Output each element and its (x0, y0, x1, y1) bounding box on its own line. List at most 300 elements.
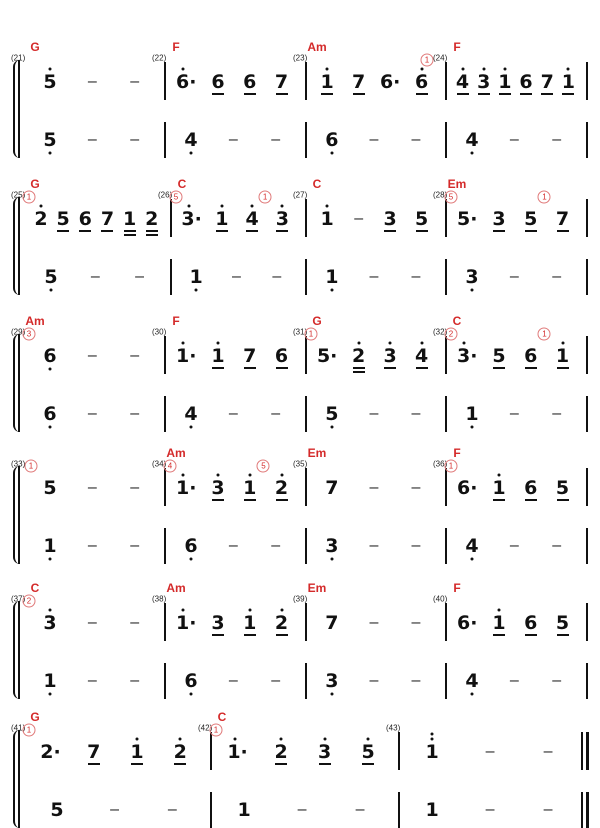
note: 1 (325, 266, 339, 288)
beam (493, 499, 505, 501)
note: 4 (415, 345, 429, 367)
note: 5 (415, 208, 429, 230)
note: 3 (325, 670, 339, 692)
note: 7 (243, 345, 257, 367)
barline (164, 122, 166, 158)
hold-dash: – (228, 672, 238, 689)
beam (493, 634, 505, 636)
beam (244, 367, 256, 369)
beam (216, 230, 228, 232)
chord-label: Em (307, 581, 327, 595)
barline (445, 528, 447, 564)
measure-number: (26) (158, 190, 173, 200)
finger-number: 4 (164, 460, 177, 473)
chord-label: C (452, 314, 462, 328)
beam (244, 93, 256, 95)
note: 1 (189, 266, 203, 288)
barline (445, 62, 447, 100)
beam (478, 93, 490, 95)
note: 1· (227, 741, 248, 763)
hold-dash: – (411, 614, 421, 631)
note: 3 (317, 741, 332, 763)
barline (445, 122, 447, 158)
note: 5 (555, 612, 570, 634)
barline (164, 468, 166, 506)
hold-dash: – (130, 347, 140, 364)
measure-number: (31) (293, 327, 308, 337)
beam (384, 367, 396, 369)
measure-number: (27) (293, 190, 308, 200)
chord-label: F (453, 446, 461, 460)
octave-dot (217, 342, 220, 345)
octave-dot (182, 609, 185, 612)
octave-dot (471, 426, 474, 429)
hold-dash: – (87, 479, 97, 496)
hold-dash: – (87, 537, 97, 554)
barline (445, 336, 447, 374)
hold-dash: – (369, 672, 379, 689)
hold-dash: – (552, 268, 562, 285)
barline (305, 259, 307, 295)
note: 2 (274, 477, 289, 499)
chord-label: Em (447, 177, 467, 191)
hold-dash: – (509, 537, 519, 554)
barline (586, 528, 588, 564)
beam (557, 367, 569, 369)
hold-dash: – (411, 405, 421, 422)
note: 4 (465, 670, 479, 692)
note: 1 (123, 208, 137, 230)
beam (525, 367, 537, 369)
system-line (18, 466, 20, 564)
hold-dash: – (135, 268, 145, 285)
note: 5 (325, 403, 339, 425)
note: 6 (78, 208, 92, 230)
note: 6· (176, 71, 197, 93)
barline (164, 396, 166, 432)
chord-label: G (312, 314, 322, 328)
barline (210, 732, 212, 770)
measure-number: (34) (152, 459, 167, 469)
hold-dash: – (87, 672, 97, 689)
beam (146, 234, 158, 236)
beam (276, 93, 288, 95)
note: 1 (492, 477, 506, 499)
note: 1 (43, 535, 57, 557)
octave-dot (182, 342, 185, 345)
barline (445, 468, 447, 506)
note: 7 (325, 612, 339, 634)
octave-dot (190, 693, 193, 696)
beam (212, 634, 224, 636)
note: 3 (325, 535, 339, 557)
note: 1 (320, 208, 334, 230)
octave-dot (39, 205, 42, 208)
beam (525, 634, 537, 636)
note: 6· (457, 477, 478, 499)
hold-dash: – (232, 268, 241, 285)
note: 6· (379, 71, 401, 93)
beam (124, 230, 136, 232)
hold-dash: – (271, 405, 281, 422)
hold-dash: – (485, 801, 495, 818)
finger-number: 5 (257, 460, 270, 473)
note: 4 (455, 71, 470, 93)
octave-dot (330, 152, 333, 155)
octave-dot (49, 368, 52, 371)
note: 6 (519, 71, 533, 93)
octave-dot (280, 474, 283, 477)
octave-dot (280, 609, 283, 612)
barline (445, 259, 447, 295)
beam (244, 634, 256, 636)
barline (164, 528, 166, 564)
beam (124, 234, 136, 236)
note: 4 (465, 129, 479, 151)
note: 2 (34, 208, 48, 230)
beam (384, 230, 396, 232)
barline (164, 663, 166, 699)
octave-dot (567, 68, 570, 71)
system-line (18, 197, 20, 295)
system-line (18, 60, 20, 158)
hold-dash: – (87, 614, 97, 631)
finger-number: 1 (538, 328, 551, 341)
note: 6 (243, 71, 257, 93)
octave-dot (251, 205, 254, 208)
note: 6 (524, 477, 538, 499)
barline (305, 122, 307, 158)
octave-dot (431, 733, 434, 736)
note: 6 (524, 345, 538, 367)
hold-dash: – (130, 73, 140, 90)
hold-dash: – (411, 268, 421, 285)
hold-dash: – (509, 131, 519, 148)
chord-label: C (30, 581, 40, 595)
beam (276, 230, 288, 232)
chord-label: F (172, 40, 180, 54)
octave-dot (503, 68, 506, 71)
beam (246, 230, 258, 232)
beam (174, 763, 186, 765)
note: 1 (130, 741, 144, 763)
note: 5 (43, 129, 57, 151)
barline (305, 199, 307, 237)
finger-number: 3 (23, 328, 36, 341)
measure-number: (23) (293, 53, 308, 63)
beam (557, 634, 569, 636)
note: 6 (325, 129, 339, 151)
note: 3· (457, 345, 478, 367)
barline (586, 122, 588, 158)
hold-dash: – (130, 131, 140, 148)
octave-dot (330, 693, 333, 696)
note: 6· (457, 612, 478, 634)
beam (557, 230, 569, 232)
finger-number: 1 (210, 724, 223, 737)
note: 6 (184, 670, 198, 692)
system-line (18, 730, 20, 828)
hold-dash: – (509, 405, 519, 422)
hold-dash: – (543, 743, 553, 760)
note: 5 (524, 208, 538, 230)
octave-dot (220, 205, 223, 208)
note: 2 (274, 612, 289, 634)
beam (557, 499, 569, 501)
hold-dash: – (411, 672, 421, 689)
beam (212, 93, 224, 95)
note: 2 (352, 345, 366, 367)
barline (586, 199, 588, 237)
barline (586, 468, 588, 506)
octave-dot (326, 68, 329, 71)
note: 6 (43, 345, 57, 367)
chord-label: Am (166, 446, 186, 460)
beam (541, 93, 553, 95)
barline (586, 603, 588, 641)
hold-dash: – (552, 537, 562, 554)
measure-number: (41) (11, 723, 26, 733)
measure-number: (40) (433, 594, 448, 604)
measure-number: (22) (152, 53, 167, 63)
note: 6 (184, 535, 198, 557)
hold-dash: – (552, 131, 562, 148)
note: 6 (524, 612, 538, 634)
note: 1 (243, 477, 257, 499)
barline (586, 336, 588, 374)
measure-number: (39) (293, 594, 308, 604)
octave-dot (420, 68, 423, 71)
note: 4 (184, 403, 198, 425)
octave-dot (195, 289, 198, 292)
note: 1 (492, 612, 506, 634)
octave-dot (49, 558, 52, 561)
note: 1 (425, 799, 439, 821)
octave-dot (498, 474, 501, 477)
hold-dash: – (552, 405, 562, 422)
octave-dot (471, 693, 474, 696)
finger-number: 2 (445, 328, 458, 341)
note: 5 (492, 345, 506, 367)
hold-dash: – (90, 268, 100, 285)
hold-dash: – (130, 479, 140, 496)
barline (586, 62, 588, 100)
system-line (18, 601, 20, 699)
note: 7 (274, 71, 289, 93)
chord-label: G (30, 177, 40, 191)
octave-dot (330, 558, 333, 561)
note: 5 (50, 799, 64, 821)
hold-dash: – (87, 131, 97, 148)
note: 1 (243, 612, 257, 634)
hold-dash: – (130, 672, 140, 689)
octave-dot (431, 738, 434, 741)
note: 7 (87, 741, 101, 763)
beam (275, 763, 287, 765)
note: 3 (383, 208, 397, 230)
note: 5 (56, 208, 70, 230)
note: 1 (215, 208, 229, 230)
hold-dash: – (228, 131, 238, 148)
octave-dot (190, 426, 193, 429)
note: 3 (465, 266, 479, 288)
barline (581, 732, 583, 770)
octave-dot (471, 289, 474, 292)
note: 3 (383, 345, 397, 367)
beam (276, 499, 288, 501)
measure-number: (36) (433, 459, 448, 469)
beam (493, 367, 505, 369)
octave-dot (389, 342, 392, 345)
note: 1 (498, 71, 512, 93)
beam (244, 499, 256, 501)
note: 7 (555, 208, 570, 230)
octave-dot (561, 342, 564, 345)
octave-dot (190, 152, 193, 155)
octave-dot (471, 558, 474, 561)
octave-dot (330, 426, 333, 429)
hold-dash: – (87, 73, 97, 90)
system-line (18, 334, 20, 432)
hold-dash: – (228, 537, 238, 554)
octave-dot (49, 152, 52, 155)
note: 3 (477, 71, 491, 93)
hold-dash: – (110, 801, 120, 818)
note: 1· (176, 612, 197, 634)
barline (170, 199, 172, 237)
hold-dash: – (369, 479, 379, 496)
note: 1 (425, 741, 439, 763)
beam (276, 634, 288, 636)
note: 1 (43, 670, 57, 692)
hold-dash: – (87, 347, 97, 364)
hold-dash: – (509, 672, 519, 689)
chord-label: Am (25, 314, 45, 328)
barline (586, 792, 589, 828)
note: 1 (320, 71, 334, 93)
octave-dot (217, 474, 220, 477)
chord-label: C (312, 177, 322, 191)
beam (319, 763, 331, 765)
barline (445, 396, 447, 432)
octave-dot (49, 289, 52, 292)
hold-dash: – (355, 801, 365, 818)
beam (362, 763, 374, 765)
hold-dash: – (271, 537, 281, 554)
chord-label: F (453, 581, 461, 595)
note: 5· (316, 345, 338, 367)
beam (353, 371, 365, 373)
hold-dash: – (369, 614, 379, 631)
note: 6 (43, 403, 57, 425)
note: 3 (275, 208, 289, 230)
barline (581, 792, 583, 828)
finger-number: 5 (445, 191, 458, 204)
finger-number: 5 (170, 191, 183, 204)
measure-number: (30) (152, 327, 167, 337)
octave-dot (182, 474, 185, 477)
hold-dash: – (130, 614, 140, 631)
hold-dash: – (130, 405, 140, 422)
hold-dash: – (411, 479, 421, 496)
note: 4 (245, 208, 259, 230)
octave-dot (323, 738, 326, 741)
octave-dot (190, 558, 193, 561)
hold-dash: – (485, 743, 495, 760)
octave-dot (367, 738, 370, 741)
measure-number: (35) (293, 459, 308, 469)
beam (131, 763, 143, 765)
hold-dash: – (543, 801, 553, 818)
beam (276, 367, 288, 369)
barline (445, 603, 447, 641)
chord-label: Am (307, 40, 327, 54)
barline (305, 663, 307, 699)
note: 3 (43, 612, 57, 634)
note: 3 (211, 612, 225, 634)
note: 4 (184, 129, 198, 151)
measure-number: (43) (386, 723, 401, 733)
hold-dash: – (271, 131, 281, 148)
beam (457, 93, 469, 95)
octave-dot (49, 609, 52, 612)
note: 5· (457, 208, 478, 230)
octave-dot (280, 738, 283, 741)
measure-number: (42) (198, 723, 213, 733)
note: 7 (352, 71, 366, 93)
barline (445, 663, 447, 699)
hold-dash: – (130, 537, 140, 554)
beam (321, 93, 333, 95)
beam (212, 367, 224, 369)
measure-number: (29) (11, 327, 26, 337)
finger-number: 1 (23, 191, 36, 204)
chord-label: G (30, 710, 40, 724)
barline (170, 259, 172, 295)
measure-number: (37) (11, 594, 26, 604)
beam (212, 499, 224, 501)
barline (305, 396, 307, 432)
note: 1· (176, 345, 197, 367)
beam (353, 367, 365, 369)
finger-number: 1 (445, 460, 458, 473)
beam (57, 230, 69, 232)
hold-dash: – (228, 405, 238, 422)
octave-dot (463, 342, 466, 345)
note: 5 (361, 741, 375, 763)
hold-dash: – (167, 801, 177, 818)
note: 2 (145, 208, 159, 230)
barline (164, 62, 166, 100)
note: 2 (274, 741, 288, 763)
note: 7 (540, 71, 554, 93)
barline (586, 259, 588, 295)
barline (586, 732, 589, 770)
beam (101, 230, 113, 232)
note: 3 (492, 208, 506, 230)
beam (562, 93, 574, 95)
note: 5 (43, 477, 57, 499)
chord-label: C (217, 710, 227, 724)
beam (353, 93, 365, 95)
beam (525, 230, 537, 232)
octave-dot (498, 609, 501, 612)
beam (416, 93, 428, 95)
octave-dot (248, 474, 251, 477)
note: 1 (211, 345, 225, 367)
note: 7 (325, 477, 339, 499)
note: 1 (555, 345, 570, 367)
